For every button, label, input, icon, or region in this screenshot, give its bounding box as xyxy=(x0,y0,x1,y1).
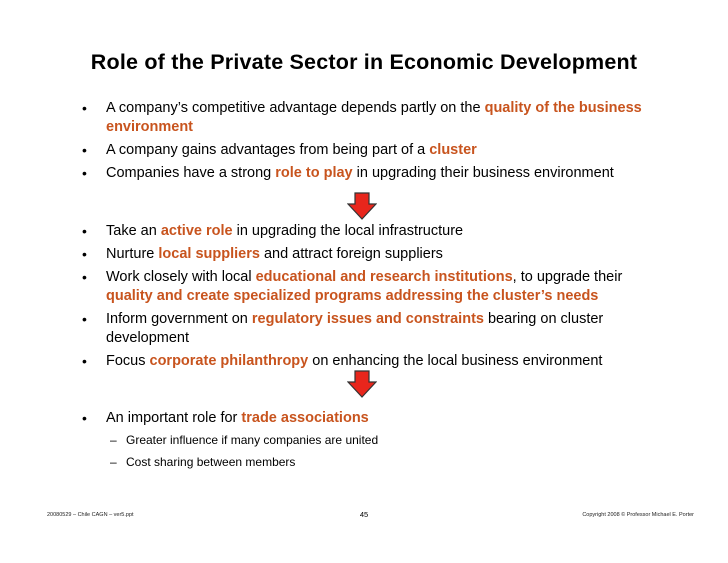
bullet-text: , to upgrade their xyxy=(512,269,623,285)
highlight-text: local suppliers xyxy=(158,246,260,262)
bullet-text: Nurture xyxy=(106,246,159,262)
bullet-text: in upgrading the local infrastructure xyxy=(232,223,464,239)
bullet-text: Focus xyxy=(106,353,150,369)
bullet-text: on enhancing the local business environment xyxy=(308,353,603,369)
down-arrow-icon xyxy=(347,192,377,220)
sub-bullet-item: – Greater influence if many companies are united xyxy=(80,432,670,448)
bullet-item xyxy=(80,268,670,306)
highlight-text: active role xyxy=(160,223,233,239)
bullet-item xyxy=(80,245,670,264)
bullet-list-context xyxy=(80,99,670,187)
highlight-text: quality of the business environment xyxy=(106,100,642,135)
highlight-text: trade associations xyxy=(241,410,369,426)
bullet-text: Companies have a strong xyxy=(106,165,276,181)
highlight-text: quality and create specialized programs addressing the cluster’s needs xyxy=(106,288,599,304)
highlight-text: educational and research institutions xyxy=(255,269,513,285)
bullet-text: Work closely with local xyxy=(106,269,256,285)
bullet-text: and attract foreign suppliers xyxy=(259,246,443,262)
bullet-text: An important role for xyxy=(106,410,242,426)
bullet-text: in upgrading their business environment xyxy=(352,165,614,181)
bullet-text: bearing on cluster development xyxy=(106,311,604,346)
bullet-item xyxy=(80,352,670,371)
bullet-item xyxy=(80,222,670,241)
highlight-text: role to play xyxy=(275,165,353,181)
slide-title: Role of the Private Sector in Economic Development xyxy=(90,50,638,74)
bullet-text: A company’s competitive advantage depends partly on the xyxy=(106,100,485,116)
sub-bullet-item: – Cost sharing between members xyxy=(80,454,670,470)
bullet-list-actions xyxy=(80,222,670,375)
bullet-text: Inform government on xyxy=(106,311,252,327)
footer-copyright: Copyright 2008 © Professor Michael E. Porter xyxy=(582,512,694,518)
highlight-text: corporate philanthropy xyxy=(149,353,309,369)
bullet-text: Take an xyxy=(106,223,161,239)
bullet-item xyxy=(80,409,670,428)
footer-filename: 20080529 – Chile CAGN – ver5.ppt xyxy=(47,512,134,518)
highlight-text: regulatory issues and constraints xyxy=(251,311,484,327)
bullet-item xyxy=(80,164,670,183)
bullet-item xyxy=(80,310,670,348)
bullet-item xyxy=(80,99,670,137)
bullet-item xyxy=(80,141,670,160)
highlight-text: cluster xyxy=(429,142,477,158)
bullet-text: A company gains advantages from being part of a xyxy=(106,142,430,158)
bullet-list-associations xyxy=(80,409,670,476)
page-number: 45 xyxy=(359,510,369,519)
down-arrow-icon xyxy=(347,370,377,398)
